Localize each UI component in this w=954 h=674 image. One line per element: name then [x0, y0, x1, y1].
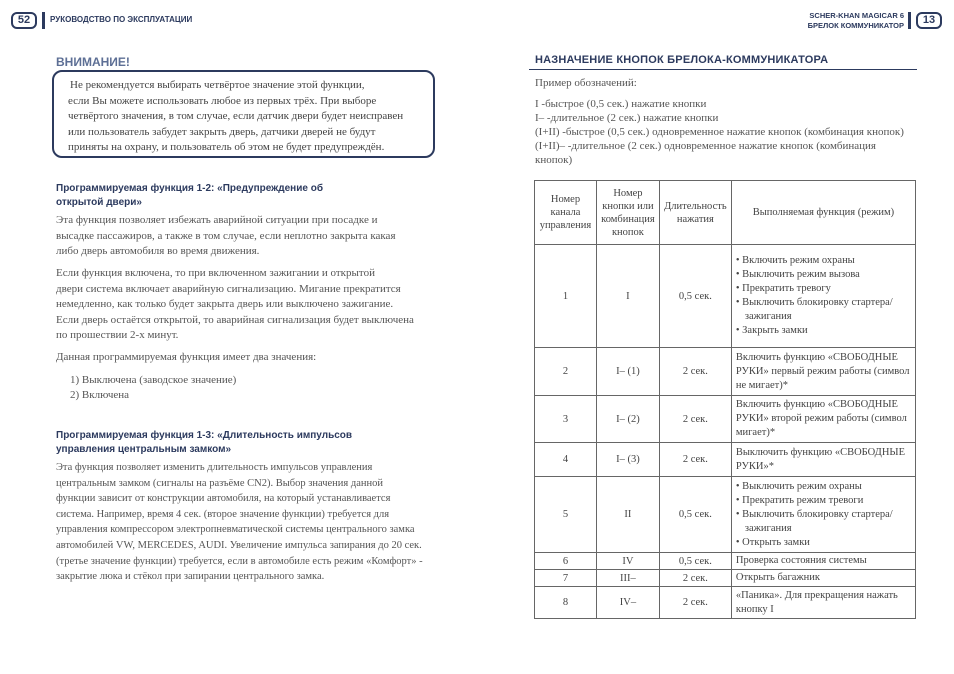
table-row: [535, 348, 916, 396]
cell-function: Выключить функцию «СВОБОДНЫЕ РУКИ»*: [731, 443, 915, 477]
text-line: немедленно, как только будет закрыта дверь или выключено зажигание.: [56, 298, 394, 311]
cell-channel: 7: [535, 570, 597, 587]
cell-button: I– (3): [596, 443, 659, 477]
attention-line: если Вы можете использовать любое из первых трёх. При выборе: [68, 94, 377, 107]
cell-duration: 2 сек.: [659, 570, 731, 587]
section-1-3-title: [56, 429, 416, 457]
table-row: [535, 245, 916, 348]
text-line: (третье значение функции) требуется, если в автомобиле есть режим «Комфорт» -: [56, 555, 423, 567]
header-channel: Номер канала управления: [535, 181, 597, 245]
cell-button: III–: [596, 570, 659, 587]
section-title-line: Программируемая функция 1-3: «Длительность импульсов: [56, 430, 353, 441]
header-divider-right: [908, 12, 911, 29]
text-line: центральным замком (сигналы на разъёме CN2). Выбор значения данной: [56, 477, 383, 489]
page-number-right: 13: [916, 12, 942, 29]
cell-button: IV: [596, 553, 659, 570]
cell-channel: 5: [535, 477, 597, 553]
list-item: • Прекратить режим тревоги: [736, 494, 911, 508]
legend-line: I– -длительное (2 сек.) нажатие кнопки: [535, 112, 719, 124]
table-row: [535, 553, 916, 570]
table-header-row: [535, 181, 916, 245]
list-item: • Выключить режим вызова: [736, 268, 911, 282]
cell-button: IV–: [596, 587, 659, 619]
table-row: [535, 443, 916, 477]
cell-channel: 6: [535, 553, 597, 570]
attention-line: четвёртого значения, в том случае, если датчик двери будет неисправен: [68, 110, 404, 122]
legend-line: (I+II) -быстрое (0,5 сек.) одновременное нажатие кнопок (комбинация кнопок): [535, 126, 904, 138]
table-row: [535, 570, 916, 587]
option-2: 2) Включена: [70, 389, 130, 401]
cell-button: I– (2): [596, 396, 659, 443]
legend-line: I -быстрое (0,5 сек.) нажатие кнопки: [535, 98, 707, 110]
attention-line: или пользователь забудет закрыть дверь, датчики дверей не будут: [68, 125, 376, 138]
cell-button: II: [596, 477, 659, 553]
text-line: управления компрессором электропневматической системы центрального замка: [56, 524, 415, 536]
list-item: • Открыть замки: [736, 536, 911, 550]
text-line: Если функция включена, то при включенном зажигании и открытой: [56, 267, 375, 279]
cell-function: Включить функцию «СВОБОДНЫЕ РУКИ» второй режим работы (символ мигает)*: [731, 396, 915, 443]
text-line: Эта функция позволяет избежать аварийной ситуации при посадке и: [56, 214, 378, 226]
list-item: • Закрыть замки: [736, 324, 911, 338]
section-title-line: Программируемая функция 1-2: «Предупреждение об: [56, 183, 323, 194]
table-row: [535, 587, 916, 619]
button-function-table: [534, 180, 916, 619]
section-title-line: открытой двери»: [56, 197, 142, 208]
title-underline: [529, 69, 917, 70]
cell-function: Открыть багажник: [731, 570, 915, 587]
cell-duration: 0,5 сек.: [659, 477, 731, 553]
text-line: система. Например, время 4 сек. (второе значение функции) требуется для: [56, 508, 390, 520]
legend-intro: Пример обозначений:: [535, 77, 637, 89]
cell-function: Проверка состояния системы: [731, 553, 915, 570]
cell-button: I– (1): [596, 348, 659, 396]
cell-duration: 2 сек.: [659, 587, 731, 619]
cell-duration: 0,5 сек.: [659, 245, 731, 348]
cell-channel: 3: [535, 396, 597, 443]
section-title: НАЗНАЧЕНИЕ КНОПОК БРЕЛОКА-КОММУНИКАТОРА: [535, 54, 829, 66]
cell-channel: 4: [535, 443, 597, 477]
table-row: [535, 396, 916, 443]
cell-channel: 2: [535, 348, 597, 396]
cell-duration: 2 сек.: [659, 348, 731, 396]
legend-line: (I+II)– -длительное (2 сек.) одновременное нажатие кнопок (комбинация: [535, 140, 876, 152]
cell-channel: 8: [535, 587, 597, 619]
text-line: двери система включает аварийную сигнализацию. Мигание прекратится: [56, 282, 401, 295]
section-1-3-paragraph: [56, 460, 451, 585]
cell-button: I: [596, 245, 659, 348]
header-divider-left: [42, 12, 45, 29]
text-line: закрытие люка и стёкол при запирании центрального замка.: [56, 571, 325, 583]
cell-channel: 1: [535, 245, 597, 348]
legend-line: кнопок): [535, 154, 573, 166]
cell-duration: 0,5 сек.: [659, 553, 731, 570]
header-right-line: SCHER-KHAN MAGICAR 6: [809, 11, 904, 20]
cell-function: [731, 477, 915, 553]
attention-line: Не рекомендуется выбирать четвёртое значение этой функции,: [70, 79, 365, 91]
header-right-line: БРЕЛОК КОММУНИКАТОР: [807, 21, 904, 30]
list-item: • Выключить режим охраны: [736, 480, 911, 494]
page-number-left: 52: [11, 12, 37, 29]
text-line: Если дверь остаётся открытой, то аварийная сигнализация будет выключена: [56, 313, 414, 326]
text-line: функции зависит от конструкции автомобиля, на который устанавливается: [56, 493, 391, 505]
text-line: автомобилей VW, MERCEDES, AUDI. Увеличение импульса запирания до 20 сек.: [56, 539, 422, 551]
cell-duration: 2 сек.: [659, 443, 731, 477]
list-item: • Выключить блокировку стартера/зажигания: [736, 296, 911, 324]
list-item: • Прекратить тревогу: [736, 282, 911, 296]
attention-title: ВНИМАНИЕ!: [56, 55, 130, 69]
section-1-2-paragraph-1: [56, 213, 436, 260]
table-row: [535, 477, 916, 553]
text-line: либо дверь автомобиля во время движения.: [56, 245, 260, 258]
text-line: Эта функция позволяет изменить длительность импульсов управления: [56, 462, 373, 473]
cell-duration: 2 сек.: [659, 396, 731, 443]
header-right: [808, 11, 904, 31]
list-item: • Включить режим охраны: [736, 254, 911, 268]
cell-function: «Паника». Для прекращения нажать кнопку I: [731, 587, 915, 619]
attention-text: [68, 78, 432, 156]
header-button: Номер кнопки или комбинация кнопок: [596, 181, 659, 245]
section-1-2-title: [56, 182, 416, 210]
right-page: [477, 0, 954, 674]
attention-line: приняты на охрану, и пользователь об этом не будет предупреждён.: [68, 141, 385, 153]
cell-function: [731, 245, 915, 348]
option-1: 1) Выключена (заводское значение): [70, 374, 237, 386]
header-left: РУКОВОДСТВО ПО ЭКСПЛУАТАЦИИ: [50, 15, 193, 24]
text-line: по прошествии 2-х минут.: [56, 329, 179, 342]
header-function: Выполняемая функция (режим): [731, 181, 915, 245]
text-line: высадке пассажиров, а также в том случае, если неплотно закрыта какая: [56, 229, 396, 242]
section-1-2-paragraph-2: [56, 266, 436, 344]
header-duration: Длительность нажатия: [659, 181, 731, 245]
cell-function: Включить функцию «СВОБОДНЫЕ РУКИ» первый режим работы (символ не мигает)*: [731, 348, 915, 396]
section-1-2-paragraph-3: Данная программируемая функция имеет два значения:: [56, 351, 317, 363]
function-list: [736, 480, 911, 550]
function-list: [736, 254, 911, 338]
list-item: • Выключить блокировку стартера/зажигания: [736, 508, 911, 536]
section-title-line: управления центральным замком»: [56, 444, 232, 455]
